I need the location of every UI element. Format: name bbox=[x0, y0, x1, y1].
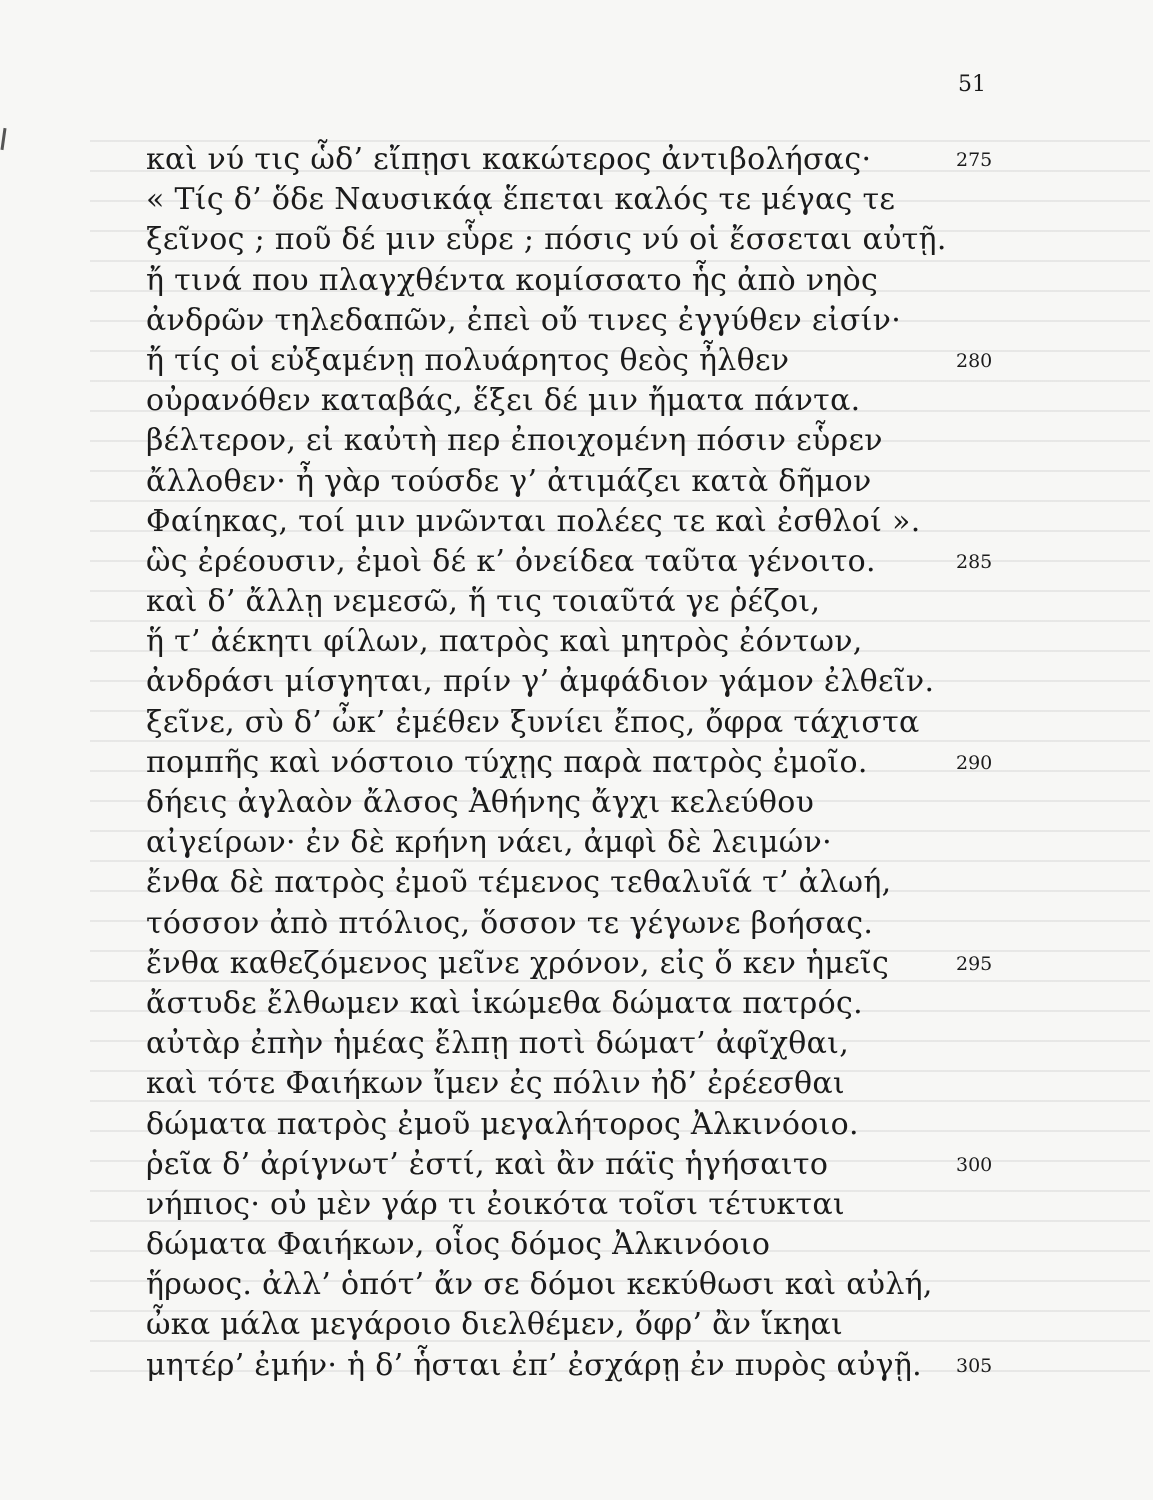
line-number: 305 bbox=[956, 1354, 993, 1377]
verse-text: ἤ τινά που πλαγχθέντα κομίσσατο ἧς ἀπὸ νηὸς bbox=[146, 262, 879, 298]
verse-text: ἔνθα καθεζόμενος μεῖνε χρόνον, εἰς ὅ κεν ἡμεῖς bbox=[146, 945, 890, 981]
verse-text: ἀνδρῶν τηλεδαπῶν, ἐπεὶ οὔ τινες ἐγγύθεν εἰσίν· bbox=[146, 302, 902, 338]
verse-line bbox=[0, 220, 1153, 260]
verse-line bbox=[0, 582, 1153, 622]
verse-line bbox=[0, 1225, 1153, 1265]
verse-line bbox=[0, 381, 1153, 421]
verse-line bbox=[0, 462, 1153, 502]
verse-text: ἄστυδε ἔλθωμεν καὶ ἱκώμεθα δώματα πατρός. bbox=[146, 985, 863, 1021]
line-number: 295 bbox=[956, 952, 993, 975]
verse-text: ἄλλοθεν· ἦ γὰρ τούσδε γ’ ἀτιμάζει κατὰ δῆμον bbox=[146, 463, 872, 499]
verse-text: ξεῖνος ; ποῦ δέ μιν εὗρε ; πόσις νύ οἱ ἔσσεται αὐτῇ. bbox=[146, 222, 947, 258]
verse-text: βέλτερον, εἰ καὐτὴ περ ἐποιχομένη πόσιν εὗρεν bbox=[146, 423, 883, 459]
verse-text: οὐρανόθεν καταβάς, ἕξει δέ μιν ἤματα πάντα. bbox=[146, 383, 861, 419]
verse-text: αἰγείρων· ἐν δὲ κρήνη νάει, ἀμφὶ δὲ λειμών· bbox=[146, 825, 832, 861]
verse-line bbox=[0, 904, 1153, 944]
verse-text: καὶ νύ τις ὧδ’ εἴπῃσι κακώτερος ἀντιβολήσας· bbox=[146, 142, 872, 177]
verse-text: ὣς ἐρέουσιν, ἐμοὶ δέ κ’ ὀνείδεα ταῦτα γένοιτο. bbox=[146, 543, 876, 579]
verse-text: δώματα Φαιήκων, οἷος δόμος Ἀλκινόοιο bbox=[146, 1227, 771, 1263]
line-number: 285 bbox=[956, 550, 993, 573]
verse-line bbox=[0, 863, 1153, 903]
verse-text: ἀνδράσι μίσγηται, πρίν γ’ ἀμφάδιον γάμον ἐλθεῖν. bbox=[146, 664, 935, 700]
verse-text: καὶ τότε Φαιήκων ἴμεν ἐς πόλιν ἠδ’ ἐρέεσθαι bbox=[146, 1066, 845, 1102]
verse-line bbox=[0, 703, 1153, 743]
verse-line bbox=[0, 984, 1153, 1024]
verse-line bbox=[0, 1305, 1153, 1345]
verse-line bbox=[0, 1064, 1153, 1104]
line-number: 300 bbox=[956, 1153, 993, 1176]
verse-text: δήεις ἀγλαὸν ἄλσος Ἀθήνης ἄγχι κελεύθου bbox=[146, 785, 815, 820]
verse-text: Φαίηκας, τοί μιν μνῶνται πολέες τε καὶ ἐσθλοί ». bbox=[146, 503, 921, 539]
line-number: 275 bbox=[956, 149, 993, 171]
verse-line bbox=[0, 1185, 1153, 1225]
verse-text: ἥρωος. ἀλλ’ ὁπότ’ ἄν σε δόμοι κεκύθωσι καὶ αὐλή, bbox=[146, 1267, 933, 1303]
verse-list bbox=[0, 140, 1153, 1386]
verse-line bbox=[0, 140, 1153, 180]
verse-line bbox=[0, 1346, 1153, 1386]
verse-text: μητέρ’ ἐμήν· ἡ δ’ ἧσται ἐπ’ ἐσχάρῃ ἐν πυρὸς αὐγῇ. bbox=[146, 1347, 922, 1383]
verse-line bbox=[0, 341, 1153, 381]
verse-line bbox=[0, 502, 1153, 542]
verse-text: πομπῆς καὶ νόστοιο τύχῃς παρὰ πατρὸς ἐμοῖο. bbox=[146, 744, 868, 780]
verse-line bbox=[0, 1265, 1153, 1305]
verse-text: ξεῖνε, σὺ δ’ ὦκ’ ἐμέθεν ξυνίει ἔπος, ὄφρα τάχιστα bbox=[146, 704, 920, 740]
verse-text: ὦκα μάλα μεγάροιο διελθέμεν, ὄφρ’ ἂν ἵκηαι bbox=[146, 1307, 844, 1343]
verse-text: « Τίς δ’ ὅδε Ναυσικάᾳ ἕπεται καλός τε μέγας τε bbox=[146, 182, 896, 218]
verse-text: δώματα πατρὸς ἐμοῦ μεγαλήτορος Ἀλκινόοιο. bbox=[146, 1106, 859, 1142]
verse-line bbox=[0, 1145, 1153, 1185]
verse-line bbox=[0, 622, 1153, 662]
verse-text: ῥεῖα δ’ ἀρίγνωτ’ ἐστί, καὶ ἂν πάϊς ἡγήσαιτο bbox=[146, 1146, 829, 1182]
line-number: 280 bbox=[956, 349, 993, 372]
verse-line bbox=[0, 542, 1153, 582]
verse-line bbox=[0, 823, 1153, 863]
verse-line bbox=[0, 783, 1153, 823]
verse-text: ἥ τ’ ἀέκητι φίλων, πατρὸς καὶ μητρὸς ἐόντων, bbox=[146, 624, 863, 660]
verse-text: ἤ τίς οἱ εὐξαμένῃ πολυάρητος θεὸς ἦλθεν bbox=[146, 342, 790, 378]
verse-text: νήπιος· οὐ μὲν γάρ τι ἐοικότα τοῖσι τέτυκται bbox=[146, 1186, 845, 1222]
verse-text: ἔνθα δὲ πατρὸς ἐμοῦ τέμενος τεθαλυῖά τ’ ἀλωή, bbox=[146, 865, 892, 901]
line-number: 290 bbox=[956, 751, 993, 774]
verse-line bbox=[0, 1105, 1153, 1145]
verse-line bbox=[0, 421, 1153, 461]
verse-line bbox=[0, 662, 1153, 702]
verse-text: καὶ δ’ ἄλλῃ νεμεσῶ, ἥ τις τοιαῦτά γε ῥέζοι, bbox=[146, 584, 821, 620]
verse-line bbox=[0, 301, 1153, 341]
verse-text: τόσσον ἀπὸ πτόλιος, ὅσσον τε γέγωνε βοήσας. bbox=[146, 905, 874, 941]
page-number: 51 bbox=[958, 72, 986, 97]
verse-line bbox=[0, 180, 1153, 220]
verse-line bbox=[0, 1024, 1153, 1064]
verse-line bbox=[0, 261, 1153, 301]
verse-line bbox=[0, 944, 1153, 984]
verse-line bbox=[0, 743, 1153, 783]
verse-text: αὐτὰρ ἐπὴν ἡμέας ἔλπῃ ποτὶ δώματ’ ἀφῖχθαι, bbox=[146, 1026, 850, 1062]
